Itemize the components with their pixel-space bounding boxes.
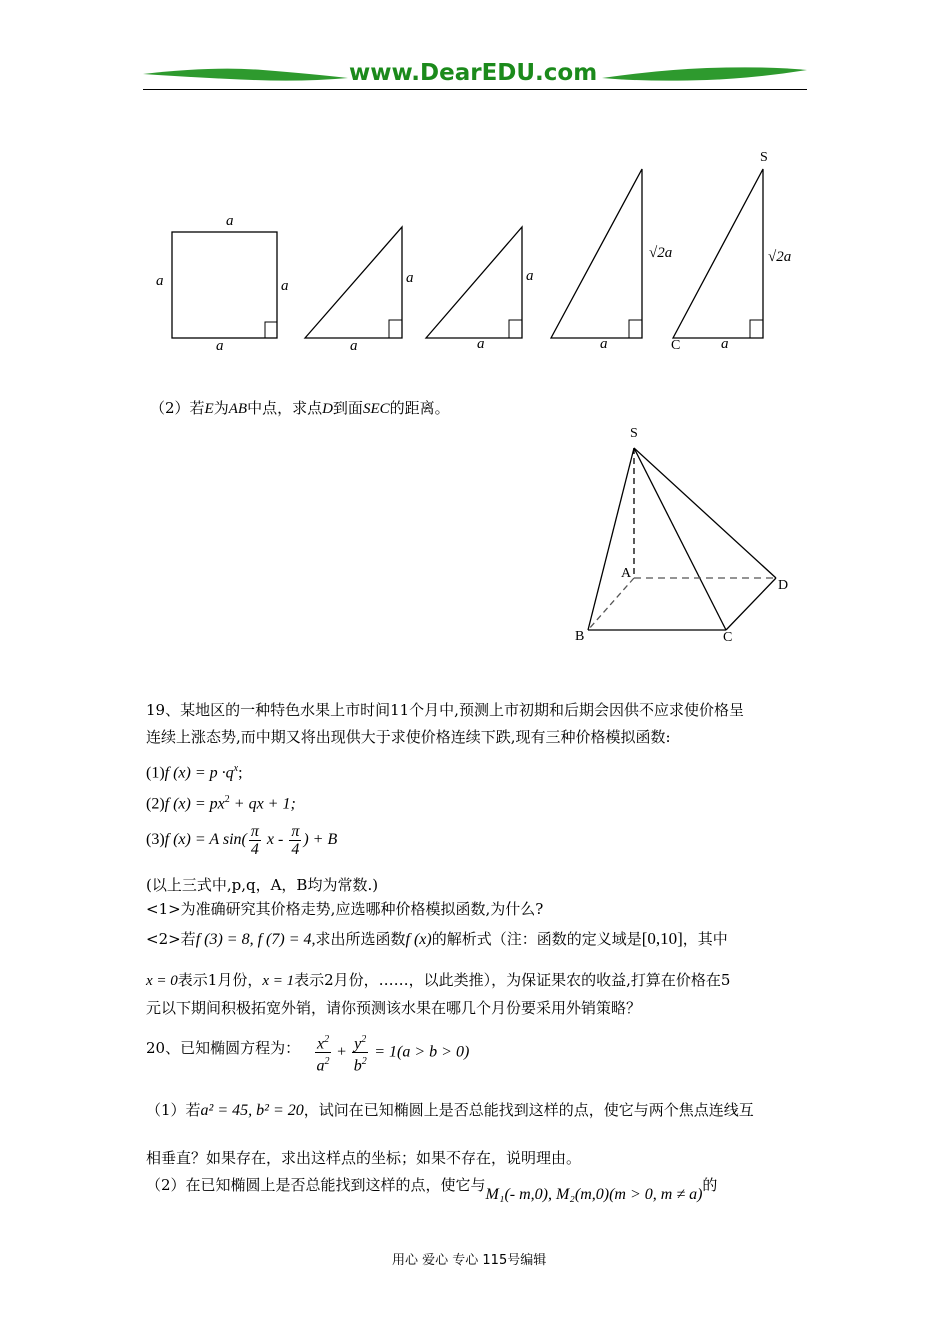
q20-intro: 20、已知椭圆方程为：	[146, 1039, 301, 1057]
site-logo-text: www.DearEDU.com	[349, 60, 598, 86]
q19-sub2-line3: 元以下期间积极拓宽外销，请你预测该水果在哪几个月份要采用外销策略？	[146, 999, 642, 1017]
q19-function-3: (3)f (x) = A sin( $\frac{\pi}{4}$ x - $\frac{\pi}{4}$ ) + B	[146, 823, 338, 858]
edge-label-sqrt2a: √2a	[649, 245, 673, 261]
edge-label: a	[526, 268, 534, 284]
vertex-label-c: C	[671, 338, 681, 353]
q20-part1-line1: （1）若a² = 45, b² = 20，试问在已知椭圆上是否总能找到这样的点，使它与两个焦点连线互	[146, 1101, 754, 1119]
vertex-label-s: S	[760, 150, 768, 165]
q19-sub1: <1>为准确研究其价格走势,应选哪种价格模拟函数,为什么?	[146, 900, 544, 918]
triangle-face-2	[426, 227, 522, 338]
q18-part2: （2）若E为AB中点，求点D到面SEC的距离。	[150, 399, 450, 417]
q19-function-1: (1)f $(x) = p \cdot q^x$;	[146, 763, 243, 782]
square-face	[172, 232, 277, 338]
vertex-label-b: B	[575, 629, 585, 644]
right-angle-mark	[389, 320, 402, 338]
edge-label-sqrt2a: √2a	[768, 249, 792, 265]
fraction-pi-over-4: $\frac{\pi}{4}$	[250, 823, 259, 858]
triangle-face-1	[305, 227, 402, 338]
q19-intro-line1: 19、某地区的一种特色水果上市时间11个月中,预测上市初期和后期会因供不应求使价格呈	[146, 701, 744, 719]
right-angle-mark	[509, 320, 522, 338]
vertex-label-s: S	[630, 426, 638, 441]
edge-label: a	[281, 278, 289, 294]
right-angle-mark	[265, 322, 277, 338]
edge-label: a	[406, 270, 414, 286]
fraction-x2-over-a2: $\frac{x^2}{a^2}$	[315, 1031, 331, 1075]
header-swoosh-left	[143, 58, 353, 92]
fraction-pi-over-4: $\frac{\pi}{4}$	[291, 823, 300, 858]
right-angle-mark	[629, 320, 642, 338]
right-angle-mark	[750, 320, 763, 338]
page-header	[143, 58, 807, 92]
vertex-label-d: D	[778, 578, 789, 593]
edge-label: a	[156, 273, 164, 289]
q20-part1-line2: 相垂直？如果存在，求出这样点的坐标；如果不存在，说明理由。	[146, 1149, 582, 1167]
edge-label: a	[226, 213, 234, 229]
q19-sub2-line2: x = 0表示1月份，x = 1表示2月份，……，以此类推），为保证果农的收益,打算在价格在5	[146, 971, 731, 989]
q19-note: (以上三式中,p,q，A，B均为常数.)	[146, 876, 379, 894]
header-swoosh-right	[597, 58, 807, 92]
edge-label: a	[721, 336, 729, 352]
fraction-y2-over-b2: $\frac{y^2}{b^2}$	[352, 1031, 368, 1075]
q19-intro-line2: 连续上涨态势,而中期又将出现供大于求使价格连续下跌,现有三种价格模拟函数:	[146, 728, 671, 746]
triangle-face-4	[673, 169, 763, 338]
edge-label: a	[350, 338, 358, 354]
q20-ellipse-equation: $\frac{x^2}{a^2}$ + $\frac{y^2}{b^2}$ = 1(a > b > 0)	[313, 1031, 469, 1075]
q19-function-2: (2)f $(x) = px^2$ + qx + 1;	[146, 794, 296, 813]
edge-label: a	[216, 338, 224, 354]
edge-label: a	[477, 336, 485, 352]
page-footer: 用心 爱心 专心 115号编辑	[392, 1253, 547, 1268]
triangle-face-3	[551, 169, 642, 338]
header-rule	[143, 89, 807, 90]
vertex-label-c: C	[723, 630, 733, 645]
q19-sub2-line1: <2>若f (3) = 8, f (7) = 4,求出所选函数f (x)的解析式（注：函数的定义域是[0,10]，其中	[146, 929, 728, 948]
edge-label: a	[600, 336, 608, 352]
net-figures	[140, 150, 840, 370]
pyramid-figure	[570, 430, 810, 660]
vertex-label-a: A	[621, 566, 632, 581]
q20-part2: （2）在已知椭圆上是否总能找到这样的点，使它与M₁(- m,0), M₂(m,0)(m > 0, m ≠ a)的	[146, 1176, 718, 1203]
